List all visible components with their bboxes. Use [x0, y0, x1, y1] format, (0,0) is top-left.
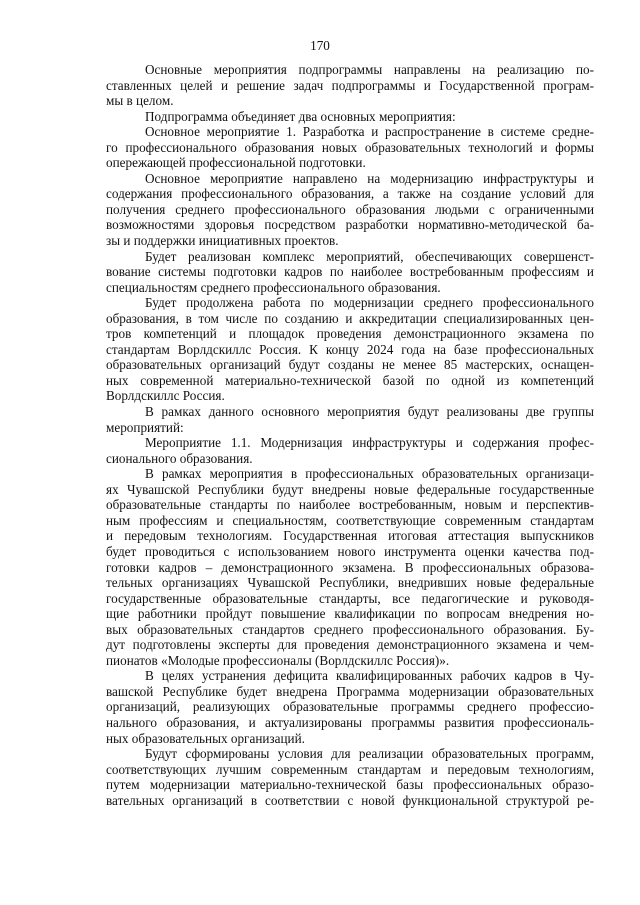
text-line: вательных организаций в соответствии с новой функциональной структурой ре- [106, 792, 594, 808]
text-line: Мероприятие 1.1. Модернизация инфраструктуры и содержания профес- [145, 435, 594, 451]
text-line: ях Чувашской Республики будут внедрены новые федеральные государственные [106, 481, 594, 497]
text-line: Будет реализован комплекс мероприятий, обеспечивающих совершенст- [145, 248, 594, 264]
text-line: будет проводиться с использованием нового инструмента оценки качества под- [106, 543, 594, 559]
text-line: Основное мероприятие направлено на модернизацию инфраструктуры и [145, 170, 594, 186]
text-line: получения среднего профессионального образования людьми с ограниченными [106, 201, 594, 217]
text-line: образовательные стандарты по наиболее востребованным, новым и перспектив- [106, 497, 594, 513]
text-line: мероприятий: [106, 419, 184, 435]
text-line: ных современной материально-технической базой по одной из компетенций [106, 372, 594, 388]
text-line: пионатов «Молодые профессионалы (Ворлдскиллс Россия)». [106, 652, 450, 668]
text-line: Ворлдскиллс Россия. [106, 388, 225, 404]
text-line: зы и поддержки инициативных проектов. [106, 233, 339, 249]
text-line: Будут сформированы условия для реализации образовательных программ, [145, 746, 594, 762]
text-line: В целях устранения дефицита квалифицированных рабочих кадров в Чу- [145, 668, 594, 684]
text-line: нального образования, и актуализированы программы развития профессиональ- [106, 714, 594, 730]
text-line: государственные образовательные стандарты, все педагогические и руководя- [106, 590, 594, 606]
text-line: Основные мероприятия подпрограммы направлены на реализацию по- [145, 62, 594, 77]
text-line: ставленных целей и решение задач подпрограммы и Государственной програм- [106, 77, 594, 93]
text-line: Будет продолжена работа по модернизации среднего профессионального [145, 295, 594, 311]
text-line: Основное мероприятие 1. Разработка и распространение в системе средне- [145, 124, 594, 140]
document-body [106, 62, 594, 808]
text-line: тельных организациях Чувашской Республики, внедривших новые федеральные [106, 575, 594, 591]
text-line: содержания профессионального образования, а также на создание условий для [106, 186, 594, 202]
text-line: организаций, реализующих образовательные программы среднего профессио- [106, 699, 594, 715]
text-line: специальностям среднего профессионального образования. [106, 279, 441, 295]
page-number: 170 [310, 38, 330, 53]
text-line: соответствующих лучшим современным стандартам и передовым технологиям, [106, 761, 594, 777]
text-line: тров компетенций и площадок проведения демонстрационного экзамена по [106, 326, 594, 342]
text-line: В рамках данного основного мероприятия будут реализованы две группы [145, 404, 594, 420]
text-line: вашской Республике будет внедрена Программа модернизации образовательных [106, 683, 594, 699]
text-line: готовки кадров – демонстрационного экзамена. В профессиональных образова- [106, 559, 594, 575]
text-line: го профессионального образования новых образовательных технологий и формы [106, 139, 594, 155]
text-line: путем модернизации материально-технической базы профессиональных образо- [106, 777, 594, 793]
text-line: образовательных организаций будут созданы не менее 85 мастерских, оснащен- [106, 357, 594, 373]
text-line: возможностями здоровья посредством разработки нормативно-методической ба- [106, 217, 594, 233]
text-line: стандартам Ворлдскиллс Россия. К концу 2024 года на базе профессиональных [106, 341, 594, 357]
text-line: Подпрограмма объединяет два основных мероприятия: [145, 108, 456, 124]
text-line: вование системы подготовки кадров по наиболее востребованным профессиям и [106, 264, 594, 280]
text-line: щие работники пройдут повышение квалификации по вопросам внедрения но- [106, 606, 594, 622]
text-line: вых образовательных стандартов среднего профессионального образования. Бу- [106, 621, 594, 637]
text-line: и передовым технологиям. Государственная итоговая аттестация выпускников [106, 528, 594, 544]
text-line: В рамках мероприятия в профессиональных образовательных организаци- [145, 466, 594, 482]
text-line: дут подготовлены эксперты для проведения демонстрационного экзамена и чем- [106, 637, 594, 653]
text-line: ных образовательных организаций. [106, 730, 305, 746]
text-line: опережающей профессиональной подготовки. [106, 155, 366, 171]
text-line: ным профессиям и специальностям, соответствующие современным стандартам [106, 512, 594, 528]
text-line: сионального образования. [106, 450, 253, 466]
text-line: мы в целом. [106, 93, 174, 109]
text-line: образования, в том числе по созданию и аккредитации специализированных цен- [106, 310, 594, 326]
